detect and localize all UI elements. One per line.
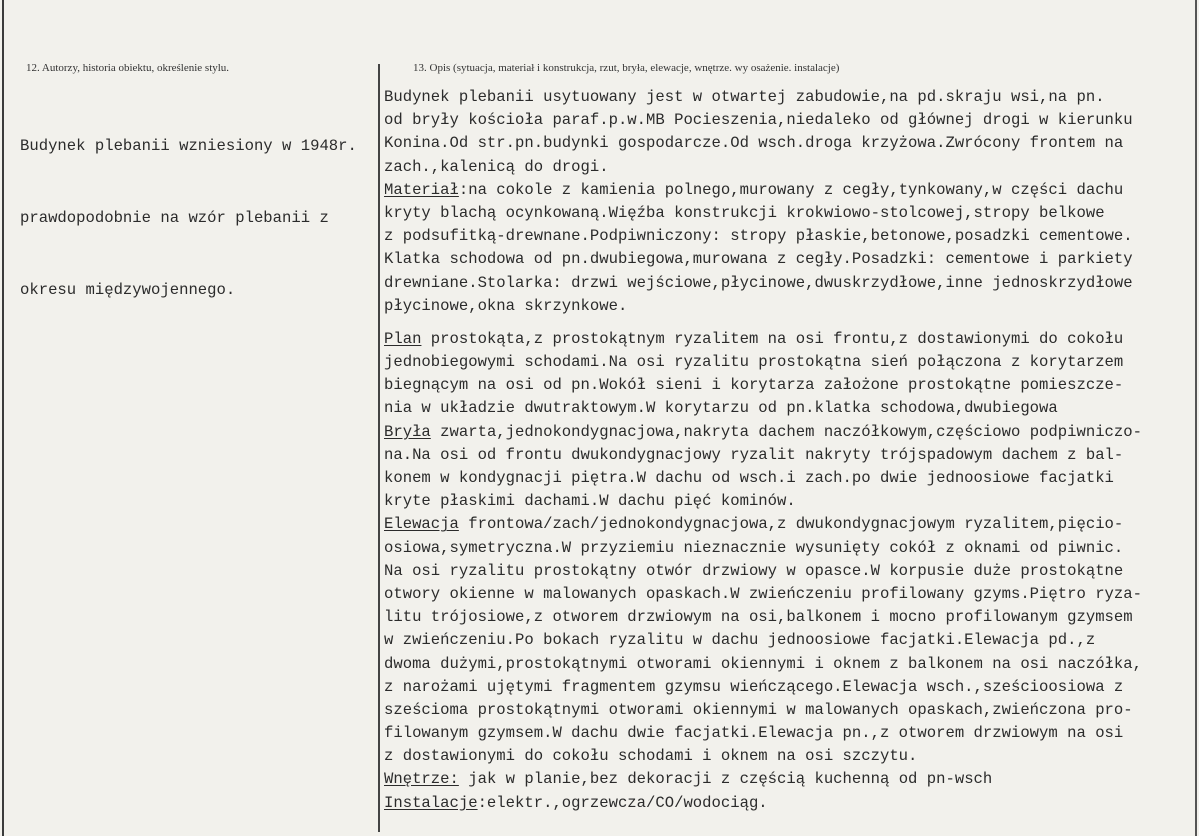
- section-13-line: drewniane.Stolarka: drzwi wejściowe,płycinowe,dwuskrzydłowe,inne jednoskrzydłowe: [384, 273, 1133, 292]
- instalacje-label: Instalacje: [384, 793, 478, 812]
- section-13-line: biegnącym na osi od pn.Wokół sieni i korytarza założone prostokątne pomieszcze-: [384, 376, 1124, 395]
- section-12-line: prawdopodobnie na wzór plebanii z: [20, 209, 329, 227]
- section-13-line: z narożami ujętymi fragmentem gzymsu wieńczącego.Elewacja wsch.,sześcioosiowa z: [384, 677, 1124, 696]
- section-13-line: konem w kondygnacji piętra.W dachu od wsch.i zach.po dwie jednoosiowe facjatki: [384, 469, 1114, 487]
- section-12-body: [20, 86, 357, 326]
- section-13-line: płycinowe,okna skrzynkowe.: [384, 296, 628, 315]
- section-12-line: Budynek plebanii wzniesiony w 1948r.: [20, 137, 357, 155]
- section-13-line: Klatka schodowa od pn.dwubiegowa,murowana z cegły.Posadzki: cementowe i parkiety: [384, 250, 1133, 269]
- section-13-line: otwory okienne w malowanych opaskach.W zwieńczeniu profilowany gzyms.Piętro ryza-: [384, 584, 1142, 603]
- column-divider: [378, 64, 380, 832]
- section-13-line: osiowa,symetryczna.W przyziemiu nieznacznie wysunięty cokół z oknami od piwnic.: [384, 538, 1124, 557]
- page-left-edge: [2, 0, 4, 836]
- section-13-line: kryty blachą ocynkowaną.Więźba konstrukcji krokwiowo-stolcowej,stropy belkowe: [384, 203, 1105, 222]
- plan-line: Plan prostokąta,z prostokątnym ryzalitem na osi frontu,z dostawionymi do cokołu: [384, 329, 1124, 348]
- instalacje-line: Instalacje:elektr.,ogrzewcza/CO/wodociąg.: [384, 793, 768, 812]
- section-13-line: kryte płaskimi dachami.W dachu pięć kominów.: [384, 492, 796, 511]
- wnetrze-label: Wnętrze:: [384, 770, 459, 789]
- bryla-line: Bryła zwarta,jednokondygnacjowa,nakryta dachem naczółkowym,częściowo podpiwniczo-: [384, 422, 1142, 441]
- section-13-line: od bryły kościoła paraf.p.w.MB Pocieszenia,niedaleko od głównej drogi w kierunku: [384, 111, 1133, 130]
- wnetrze-line: Wnętrze: jak w planie,bez dekoracji z częścią kuchenną od pn-wsch: [384, 770, 993, 789]
- plan-label: Plan: [384, 329, 422, 348]
- section-13-line: litu trójosiowe,z otworem drzwiowym na osi,balkonem i mocno profilowanym gzymsem: [384, 608, 1133, 627]
- section-13-header: 13. Opis (sytuacja, materiał i konstrukcja, rzut, bryła, elewacje, wnętrze. wy osażenie. instalacje): [413, 62, 840, 74]
- section-13-body: [384, 86, 1142, 815]
- section-13-line: Na osi ryzalitu prostokątny otwór drzwiowy w opasce.W korpusie duże prostokątne: [384, 561, 1124, 580]
- section-13-line: sześcioma prostokątnymi otworami okiennymi w malowanych opaskach,zwieńczona pro-: [384, 700, 1133, 719]
- material-label: Materiał: [384, 180, 459, 199]
- section-13-line: na.Na osi od frontu dwukondygnacjowy ryzalit nakryty trójspadowym dachem z bal-: [384, 445, 1124, 464]
- section-13-line: nia w układzie dwutraktowym.W korytarzu od pn.klatka schodowa,dwubiegowa: [384, 399, 1058, 418]
- section-12-header: 12. Autorzy, historia obiektu, określenie stylu.: [26, 62, 230, 74]
- section-13-line: jednobiegowymi schodami.Na osi ryzalitu prostokątna sień połączona z korytarzem: [384, 353, 1124, 372]
- section-13-line: z podsufitką-drewnane.Podpiwniczony: stropy płaskie,betonowe,posadzki cementowe.: [384, 227, 1133, 246]
- section-13-line: filowanym gzymsem.W dachu dwie facjatki.Elewacja pn.,z otworem drzwiowym na osi: [384, 724, 1124, 743]
- section-13-line: zach.,kalenicą do drogi.: [384, 157, 609, 176]
- material-line: Materiał:na cokole z kamienia polnego,murowany z cegły,tynkowany,w części dachu: [384, 180, 1124, 199]
- elewacja-label: Elewacja: [384, 515, 459, 534]
- page-right-edge: [1195, 0, 1197, 836]
- section-13-line: z dostawionymi do cokołu schodami i oknem na osi szczytu.: [384, 747, 918, 766]
- section-13-line: Budynek plebanii usytuowany jest w otwartej zabudowie,na pd.skraju wsi,na pn.: [384, 88, 1105, 106]
- bryla-label: Bryła: [384, 422, 431, 441]
- section-12-line: okresu międzywojennego.: [20, 281, 236, 299]
- elewacja-line: Elewacja frontowa/zach/jednokondygnacjowa,z dwukondygnacjowym ryzalitem,pięcio-: [384, 515, 1124, 534]
- section-13-line: w zwieńczeniu.Po bokach ryzalitu w dachu jednoosiowe facjatki.Elewacja pd.,z: [384, 631, 1096, 650]
- section-13-line: dwoma dużymi,prostokątnymi otworami okiennymi i oknem z balkonem na osi naczółka,: [384, 654, 1142, 673]
- section-13-line: Konina.Od str.pn.budynki gospodarcze.Od wsch.droga krzyżowa.Zwrócony frontem na: [384, 134, 1124, 153]
